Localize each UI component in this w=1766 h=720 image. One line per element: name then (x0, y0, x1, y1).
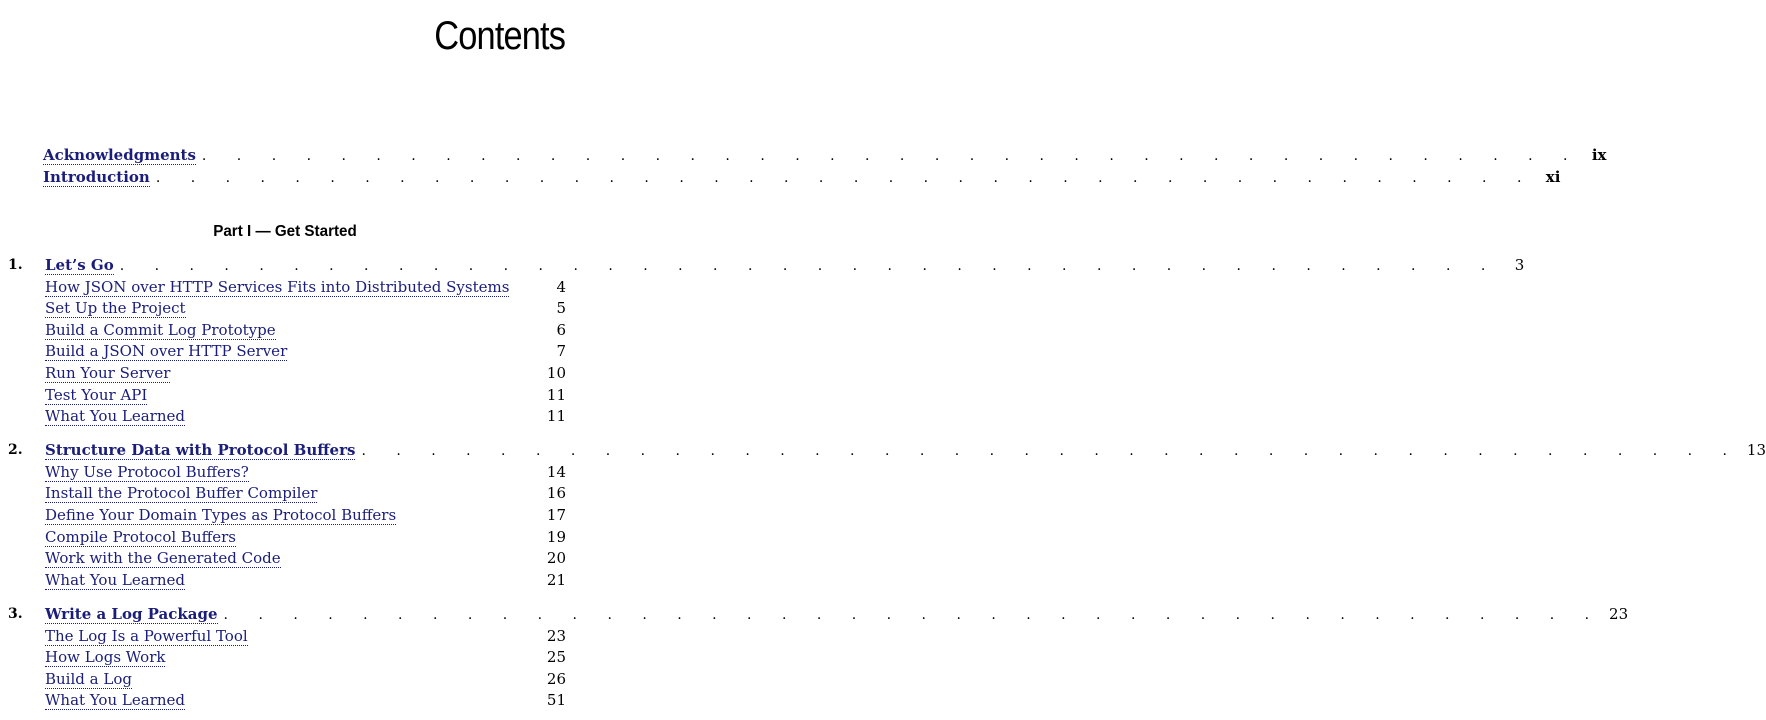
section-link[interactable]: Install the Protocol Buffer Compiler (45, 484, 318, 503)
dot-leader: . . . . . . . . . . . . . . . . . . . . . . . . . . . . . . . . . . . . . . . . (361, 443, 1741, 460)
dot-leader: . . . . . . . . . . . . . . . . . . . . . . . . . . . . . . . . . . . . . . . . (201, 148, 1581, 164)
page-number: 25 (546, 648, 566, 667)
section-link[interactable]: Build a Commit Log Prototype (45, 320, 276, 339)
section-entry[interactable] (45, 462, 566, 484)
section-entry[interactable] (45, 320, 566, 342)
chapter-link[interactable]: Let’s Go (45, 256, 114, 274)
section-entry[interactable] (45, 483, 566, 505)
section-link[interactable]: Test Your API (45, 385, 148, 404)
page-number: 11 (546, 407, 566, 426)
section-entry[interactable] (45, 647, 566, 669)
page-number: 19 (546, 527, 566, 546)
chapter-number: 1. (8, 257, 23, 273)
page-number: 14 (546, 462, 566, 481)
page-number: 51 (546, 691, 566, 710)
page-number: 20 (546, 549, 566, 568)
chapter-entry[interactable] (8, 604, 1629, 626)
section-link[interactable]: Define Your Domain Types as Protocol Buffers (45, 506, 397, 525)
page-number: 26 (546, 669, 566, 688)
section-entry[interactable] (45, 527, 566, 549)
section-entry[interactable] (45, 548, 566, 570)
section-entry[interactable] (45, 277, 566, 299)
page-number: 17 (546, 506, 566, 525)
section-link[interactable]: Work with the Generated Code (45, 549, 281, 568)
section-entry[interactable] (45, 690, 566, 712)
section-entry[interactable] (45, 385, 566, 407)
section-entry[interactable] (45, 406, 566, 428)
section-link[interactable]: What You Learned (45, 570, 185, 589)
chapter-block-3 (8, 604, 1629, 712)
page-number: 11 (546, 385, 566, 404)
chapter-block-2 (8, 440, 1766, 591)
page-number: 21 (546, 570, 566, 589)
page-number: 3 (1514, 256, 1525, 274)
page-number: 23 (1609, 604, 1629, 623)
part-heading: Part I — Get Started (213, 223, 357, 240)
page-number: 5 (556, 299, 566, 318)
section-link[interactable]: How Logs Work (45, 648, 166, 667)
dot-leader: . . . . . . . . . . . . . . . . . . . . . . . . . . . . . . . . . . . . . . . . (223, 606, 1603, 623)
page-number: 10 (546, 363, 566, 382)
section-link[interactable]: Build a Log (45, 669, 132, 688)
page-number: 13 (1746, 441, 1766, 460)
toc-entry-acknowledgments[interactable] (43, 145, 1607, 167)
chapter-block-1 (8, 255, 1525, 428)
chapter-link[interactable]: Structure Data with Protocol Buffers (45, 441, 356, 460)
page-number: xi (1545, 167, 1561, 186)
page-number: 6 (556, 320, 566, 339)
section-link[interactable]: The Log Is a Powerful Tool (45, 626, 248, 645)
section-entry[interactable] (45, 669, 566, 691)
section-link[interactable]: What You Learned (45, 691, 185, 710)
chapter-list (0, 255, 1766, 712)
page-number: ix (1591, 146, 1607, 164)
section-link[interactable]: Set Up the Project (45, 299, 186, 318)
section-link[interactable]: Build a JSON over HTTP Server (45, 342, 288, 361)
section-entry[interactable] (45, 505, 566, 527)
section-link[interactable]: Compile Protocol Buffers (45, 527, 237, 546)
section-link[interactable]: How JSON over HTTP Services Fits into Distributed Systems (45, 277, 510, 296)
chapter-entry[interactable] (8, 255, 1525, 277)
toc-link-introduction[interactable]: Introduction (43, 167, 150, 186)
chapter-number: 2. (8, 442, 23, 459)
dot-leader: . . . . . . . . . . . . . . . . . . . . . . . . . . . . . . . . . . . . . . . . (119, 258, 1499, 274)
section-link[interactable]: Run Your Server (45, 363, 171, 382)
page-number: 4 (556, 277, 566, 296)
page-number: 23 (546, 626, 566, 645)
section-link[interactable]: Why Use Protocol Buffers? (45, 462, 249, 481)
section-link[interactable]: What You Learned (45, 407, 185, 426)
section-entry[interactable] (45, 341, 566, 363)
chapter-number: 3. (8, 605, 23, 622)
chapter-link[interactable]: Write a Log Package (45, 604, 218, 623)
page-number: 7 (556, 342, 566, 361)
section-entry[interactable] (45, 570, 566, 592)
section-entry[interactable] (45, 363, 566, 385)
toc-entry-introduction[interactable] (43, 167, 1561, 189)
section-entry[interactable] (45, 298, 566, 320)
section-entry[interactable] (45, 626, 566, 648)
toc-link-acknowledgments[interactable]: Acknowledgments (43, 146, 196, 164)
dot-leader: . . . . . . . . . . . . . . . . . . . . . . . . . . . . . . . . . . . . . . . . (155, 169, 1535, 186)
page-title: Contents (434, 14, 565, 58)
front-matter-list (43, 145, 1607, 188)
chapter-entry[interactable] (8, 440, 1766, 462)
page-number: 16 (546, 484, 566, 503)
